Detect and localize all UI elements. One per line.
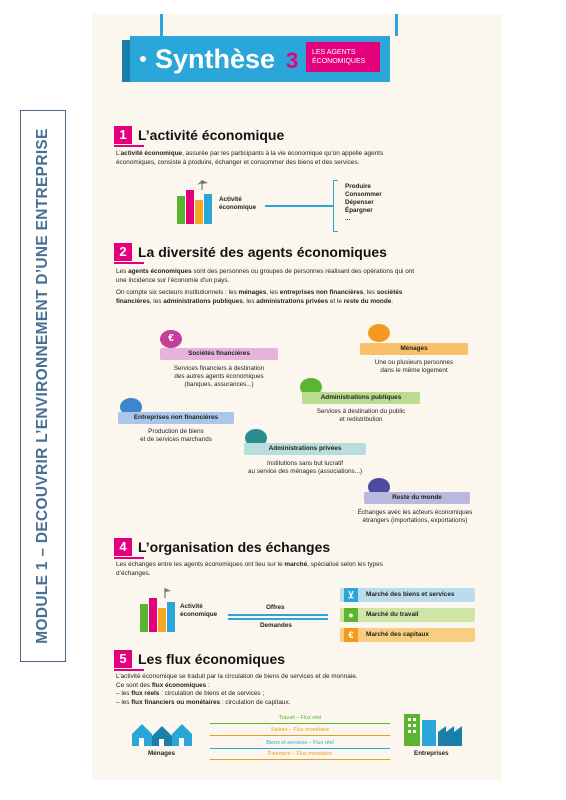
flow-payment-arrow (210, 759, 390, 760)
flow-goods-label: Biens et services – Flux réel (266, 740, 334, 746)
activity-label-1: Activité économique (219, 196, 257, 211)
ribbon-dot-icon (140, 56, 146, 62)
market-labor: Marché du travail (340, 608, 475, 622)
factory-icon (400, 710, 468, 748)
flow-right-label: Entreprises (414, 750, 449, 757)
section4-text: Les échanges entre les agents économiques ont lieu sur le marché, spécialisé selon les types d’échanges. (116, 561, 383, 577)
chapter-number: 3 (286, 48, 299, 73)
activity-list-item: Épargner (345, 207, 373, 214)
offres-arrow (228, 614, 328, 616)
agent-societes-label: Sociétés financières (160, 348, 278, 360)
section2-paragraph-1: Les agents économiques sont des personnes ou groupes de personnes réalisant des opérations qui ont une incidence sur l’économie d’un pays. (116, 268, 415, 284)
houses-icon (130, 720, 200, 748)
chapter-tag (306, 42, 380, 72)
agent-reste-desc: Échanges avec les acteurs économiques étrangers (importations, exportations) (357, 509, 473, 524)
module-sidebar (20, 110, 66, 662)
cart-icon: ⊻ (344, 588, 358, 602)
section5-title: Les flux économiques (138, 651, 286, 667)
agent-societes-desc: Services financiers à destination des autres agents économiques (banques, assurances...) (173, 365, 265, 388)
page-title: Synthèse (155, 44, 276, 74)
section5-text: L’activité économique se traduit par la circulation de biens de services et de monnaie. Ce sont des flux économiques : – les flux réels : circulation de biens et de services ; – les flux financiers ou monétaires : circulation de capitaux. (116, 673, 358, 706)
flow-salary-arrow (210, 735, 390, 736)
section1-underline (114, 145, 144, 147)
activity-arrow (265, 205, 333, 207)
flow-work-arrow (210, 723, 390, 724)
section2-underline (114, 262, 144, 264)
chapter-tag-line2: ÉCONOMIQUES (312, 58, 366, 65)
agent-menages-label: Ménages (360, 343, 468, 355)
worker-icon: ● (344, 608, 358, 622)
economy-building-icon (175, 178, 219, 226)
section4-number: 4 (114, 538, 132, 556)
ribbon-pin-left (160, 14, 163, 36)
activity-label-2: Activité économique (180, 603, 218, 618)
activity-list (345, 183, 382, 223)
economy-building-icon (138, 586, 182, 634)
flow-salary-label: Salaire – Flux monétaire (270, 727, 330, 733)
agent-admin-pub-desc: Services à destination du public et redistribution (316, 408, 406, 423)
section4-underline (114, 557, 144, 559)
flow-payment-label: Paiement – Flux monétaire (267, 751, 333, 757)
section1-number: 1 (114, 126, 132, 144)
agent-admin-priv-label: Administrations privées (244, 443, 366, 455)
demandes-arrow (228, 618, 328, 620)
euro-coin-icon: € (344, 628, 358, 642)
flow-left-label: Ménages (148, 750, 175, 757)
market-capital: Marché des capitaux (340, 628, 475, 642)
agent-entreprises-desc: Production de biens et de services marchands (140, 428, 212, 443)
ribbon-pin-right (395, 14, 398, 36)
agent-entreprises-label: Entreprises non financières (118, 412, 234, 424)
activity-list-item: Consommer (345, 191, 382, 198)
activity-list-item: Produire (345, 183, 371, 190)
demandes-label: Demandes (260, 622, 292, 629)
section2-title: La diversité des agents économiques (138, 244, 387, 260)
activity-bracket (333, 180, 338, 232)
chapter-tag-line1: LES AGENTS (312, 49, 356, 56)
agent-menages-desc: Une ou plusieurs personnes dans le même logement (374, 359, 454, 374)
section4-title: L’organisation des échanges (138, 539, 331, 555)
section2-paragraph-2: On compte six secteurs institutionnels : les ménages, les entreprises non financières, les sociétés financières, les administrations publiques, les administrations privées et le reste du monde. (116, 289, 403, 305)
section1-text: L’activité économique, assurée par les participants à la vie économique qu’on appelle agents économiques, consiste à produire, échanger et consommer des biens et des services. (116, 150, 384, 166)
euro-icon: € (160, 330, 182, 348)
section2-number: 2 (114, 243, 132, 261)
module-title: MODULE 1 – DECOUVRIR L’ENVIRONNEMENT D’UNE ENTREPRISE (34, 128, 51, 644)
market-goods: Marché des biens et services (340, 588, 475, 602)
flow-work-label: Travail – Flux réel (278, 715, 322, 721)
flow-goods-arrow (210, 748, 390, 749)
activity-list-item: Dépenser (345, 199, 374, 206)
houses-icon (368, 324, 390, 342)
agent-admin-pub-label: Administrations publiques (302, 392, 420, 404)
agent-admin-priv-desc: Institutions sans but lucratif au service des ménages (associations...) (247, 460, 363, 475)
agent-reste-label: Reste du monde (364, 492, 470, 504)
section5-underline (114, 669, 144, 671)
offres-label: Offres (266, 604, 285, 611)
activity-list-item: ... (345, 215, 351, 222)
section5-number: 5 (114, 650, 132, 668)
section1-title: L’activité économique (138, 127, 285, 143)
